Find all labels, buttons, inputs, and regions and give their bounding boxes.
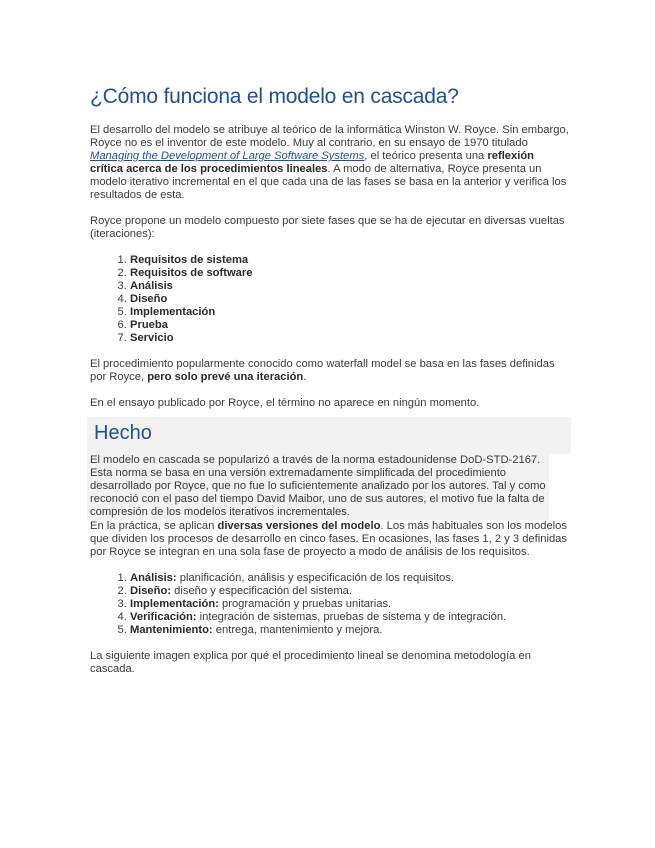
phase-term: Análisis: <box>130 572 177 584</box>
essay-note: En el ensayo publicado por Royce, el término no aparece en ningún momento. <box>90 397 480 409</box>
phase-label: Análisis <box>130 280 173 292</box>
list-item <box>130 319 570 332</box>
practice-paragraph <box>90 520 570 559</box>
intro-bold: reflexión crítica acerca de los procedimientos lineales <box>90 150 535 175</box>
phase-label: Requisitos de software <box>130 267 253 279</box>
list-item <box>130 280 570 293</box>
closing-paragraph: La siguiente imagen explica por qué el procedimiento lineal se denomina metodología en cascada. <box>90 650 531 675</box>
list-item <box>130 293 570 306</box>
phase-label: Prueba <box>130 319 168 331</box>
phase-label: Implementación <box>130 306 216 318</box>
waterfall-paragraph <box>90 358 570 384</box>
phases-list <box>90 254 570 345</box>
phase-term: Implementación: <box>130 598 219 610</box>
list-item <box>130 611 570 624</box>
phase-term: Diseño: <box>130 585 172 597</box>
intro-text-3: . A modo de alternativa, Royce presenta un modelo iterativo incremental en el que cada una de las fases se basa en la anterior y verifica los resultados de esta. <box>90 163 567 201</box>
five-phases-list <box>90 572 570 637</box>
intro-text-2: , el teórico presenta una <box>364 150 488 162</box>
practice-text-1: En la práctica, se aplican <box>90 520 218 532</box>
hecho-text: El modelo en cascada se popularizó a través de la norma estadounidense DoD-STD-2167. Esta norma se basa en una versión extremadamente simplificada del procedimiento desarrollado por Royce, que no fue lo suficientemente analizado por los autores. Tal y como reconoció con el paso del tiempo David Maibor, uno de sus autores, el motivo fue la falta de compresión de los modelos iterativos incrementales. <box>87 454 549 520</box>
list-item <box>130 598 570 611</box>
phase-desc: programación y pruebas unitarias. <box>218 598 392 610</box>
page-title: ¿Cómo funciona el modelo en cascada? <box>90 85 459 108</box>
hecho-heading: Hecho <box>94 422 152 444</box>
list-item <box>130 267 570 280</box>
list-item <box>130 585 570 598</box>
list-item <box>130 624 570 637</box>
essay-link[interactable]: Managing the Development of Large Software Systems <box>90 150 365 162</box>
list-item <box>130 306 570 319</box>
phase-desc: integración de sistemas, pruebas de sistema y de integración. <box>196 611 507 623</box>
document-page <box>90 84 570 689</box>
phase-term: Mantenimiento: <box>130 624 213 636</box>
waterfall-bold: pero solo prevé una iteración <box>147 371 304 383</box>
hecho-box <box>87 417 571 454</box>
phase-label: Diseño <box>130 293 168 305</box>
intro-text-1: El desarrollo del modelo se atribuye al teórico de la informática Winston W. Royce. Sin embargo, Royce no es el inventor de este modelo. Muy al contrario, en su ensayo de 1970 titulado <box>90 124 569 149</box>
phase-term: Verificación: <box>130 611 197 623</box>
practice-bold: diversas versiones del modelo <box>217 520 381 532</box>
phase-desc: diseño y especificación del sistema. <box>171 585 352 597</box>
list-item <box>130 332 570 345</box>
intro-paragraph <box>90 124 570 202</box>
list-item <box>130 572 570 585</box>
phase-label: Servicio <box>130 332 174 344</box>
phase-desc: entrega, mantenimiento y mejora. <box>212 624 383 636</box>
phases-intro: Royce propone un modelo compuesto por siete fases que se ha de ejecutar en diversas vueltas (iteraciones): <box>90 215 565 240</box>
list-item <box>130 254 570 267</box>
phase-label: Requisitos de sistema <box>130 254 249 266</box>
waterfall-text-1: El procedimiento popularmente conocido como waterfall model se basa en las fases definidas por Royce, <box>90 358 555 383</box>
phase-desc: planificación, análisis y especificación de los requisitos. <box>176 572 454 584</box>
waterfall-text-2: . <box>303 371 307 383</box>
practice-text-2: . Los más habituales son los modelos que dividen los procesos de desarrollo en cinco fases. En ocasiones, las fases 1, 2 y 3 definidas por Royce se integran en una sola fase de proyecto a modo de análisis de los requisitos. <box>90 520 567 558</box>
